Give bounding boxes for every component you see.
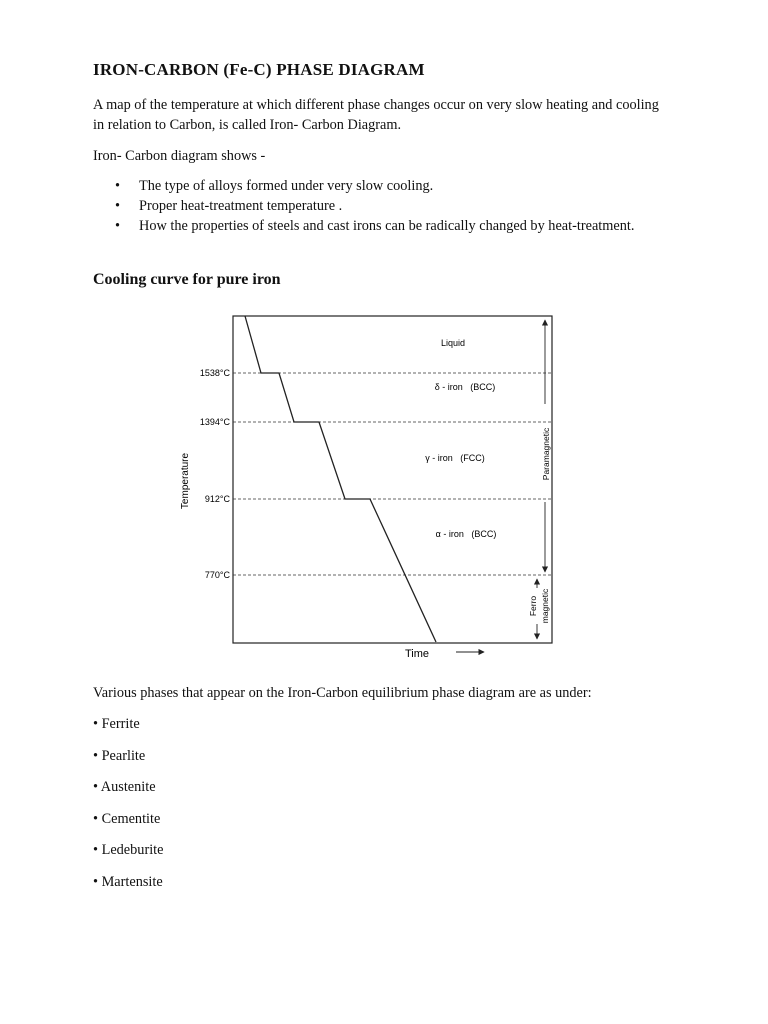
phase-item-ferrite: • Ferrite xyxy=(93,716,140,732)
region-label-delta: δ - iron (BCC) xyxy=(434,382,496,392)
bullet-text: The type of alloys formed under very slow cooling. xyxy=(139,178,434,194)
bullet-text: How the properties of steels and cast irons can be radically changed by heat-treatment. xyxy=(139,218,635,234)
bullet-item xyxy=(93,216,653,236)
phases-intro: Various phases that appear on the Iron-Carbon equilibrium phase diagram are as under: xyxy=(93,685,592,701)
bullet-dot: • xyxy=(115,178,121,194)
cooling-curve-diagram xyxy=(168,306,568,671)
diagram-frame xyxy=(233,316,552,643)
phase-list xyxy=(93,716,164,906)
bullet-dot: • xyxy=(115,198,121,214)
bullet-item xyxy=(93,176,653,196)
ferro-label-line2: magnetic xyxy=(540,588,550,624)
phase-item-cementite: • Cementite xyxy=(93,810,161,827)
region-label-liquid: Liquid xyxy=(440,338,466,348)
phase-item-pearlite: • Pearlite xyxy=(93,747,146,764)
region-label-gamma: γ - iron (FCC) xyxy=(425,453,485,463)
temp-label-912: 912°C xyxy=(204,494,230,504)
shows-label: Iron- Carbon diagram shows - xyxy=(93,148,266,164)
bullet-text: Proper heat-treatment temperature . xyxy=(139,198,343,214)
intro-paragraph: A map of the temperature at which different phase changes occur on very slow heating and cooling in relation to Carbon, is called Iron- Carbon Diagram. xyxy=(93,97,659,133)
cooling-curve-svg xyxy=(168,306,568,666)
bullet-list xyxy=(93,176,653,236)
temp-label-1394: 1394°C xyxy=(199,417,230,427)
temp-label-1538: 1538°C xyxy=(199,368,230,378)
y-axis-label: Temperature xyxy=(180,452,191,510)
temp-label-770: 770°C xyxy=(204,570,230,580)
section-subtitle: Cooling curve for pure iron xyxy=(93,271,281,288)
phase-item-martensite: • Martensite xyxy=(93,873,163,890)
ferro-label-line1: Ferro xyxy=(528,595,538,617)
bullet-item xyxy=(93,196,653,216)
x-axis-label: Time xyxy=(404,648,430,660)
region-label-alpha: α - iron (BCC) xyxy=(435,529,497,539)
bullet-dot: • xyxy=(115,218,121,234)
phase-item-austenite: • Austenite xyxy=(93,779,156,796)
page-title: IRON-CARBON (Fe-C) PHASE DIAGRAM xyxy=(93,60,425,79)
phase-item-ledeburite: • Ledeburite xyxy=(93,842,164,859)
cooling-curve-line xyxy=(245,316,436,642)
paramagnetic-label: Paramagnetic xyxy=(541,427,551,481)
